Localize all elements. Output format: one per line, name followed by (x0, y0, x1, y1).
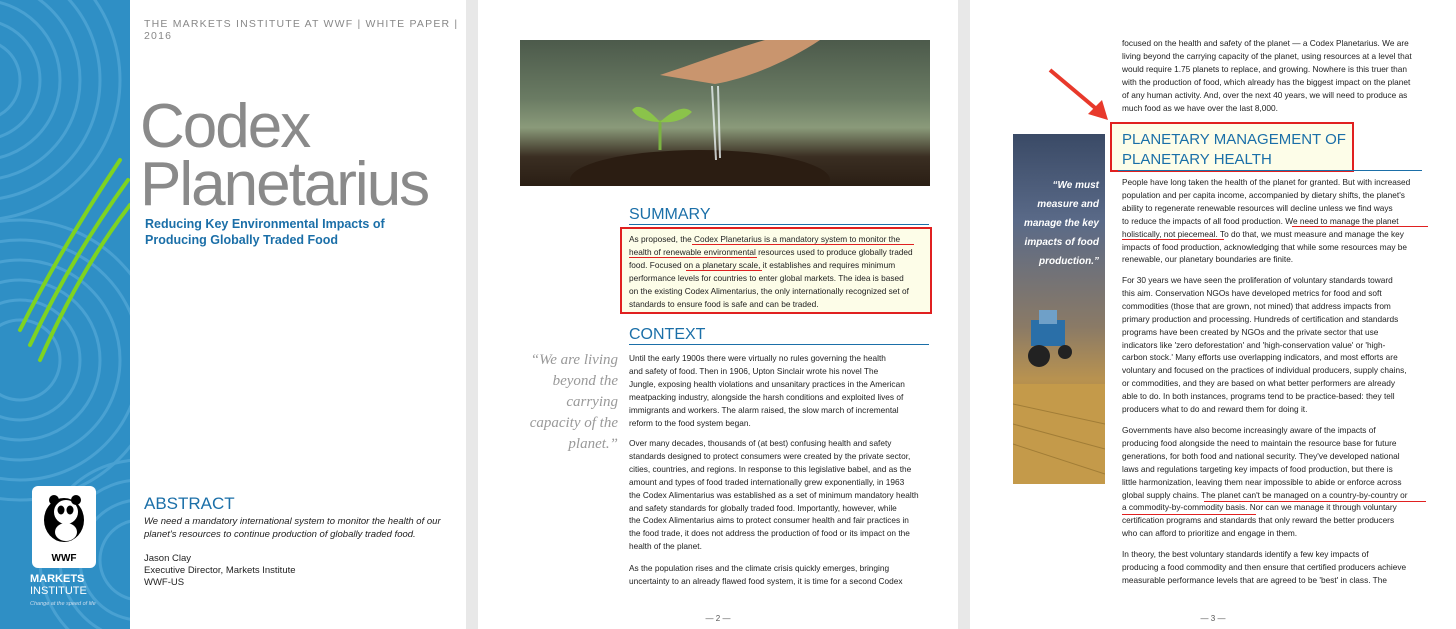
logo-wwf-text: WWF (51, 553, 77, 564)
heading-line-2: PLANETARY HEALTH (1122, 151, 1272, 168)
red-underline (686, 270, 762, 271)
context-paragraph-1 (629, 352, 934, 429)
text-line: able to do. In both instances, programs tend to be practice-based: they tell (1122, 391, 1395, 402)
abstract-text: We need a mandatory international system to monitor the health of our planet's resources to continue production of globally traded food. (144, 516, 441, 540)
text-line: cities, countries, and regions. In response to this legislative babel, and as the (629, 463, 912, 474)
text-line: producers what to do and reward them for doing it. (1122, 404, 1308, 415)
author-org: WWF-US (144, 577, 185, 588)
text-line: little harmonization, leaving them near impossible to abide or enforce across (1122, 476, 1402, 487)
title-line-1: Codex (140, 92, 310, 161)
text-line: would require 1.75 planets to replace, and growing. Nowhere is this truer than (1122, 63, 1408, 74)
text-line: of any human activity. And, over the next 40 years, we will need to produce as (1122, 89, 1408, 100)
text-line: programs have been created by NGOs and the private sector that use (1122, 326, 1379, 337)
cover-subtitle: Reducing Key Environmental Impacts of Producing Globally Traded Food (145, 217, 385, 247)
text-line: ability to regenerate renewable resources will decline unless we find ways (1122, 202, 1393, 213)
text-line: generations, for both food and national security. They've developed national (1122, 450, 1400, 461)
page-number: — 3 — (1200, 614, 1226, 623)
red-underline (1292, 226, 1428, 227)
title-line-2: Planetarius (140, 150, 429, 219)
cover-page (0, 0, 466, 629)
text-line: amount and types of food traded internationally grew exponentially, in 1963 (629, 476, 905, 487)
text-line: Until the early 1900s there were virtually no rules governing the health (629, 353, 886, 363)
page-number: — 2 — (705, 614, 731, 623)
summary-line: on the existing Codex Alimentarius, the only internationally recognized set of (629, 285, 909, 296)
summary-line: As proposed, the Codex Planetarius is a mandatory system to monitor the (629, 234, 901, 244)
pull-quote: “We are living beyond the carrying capacity of the planet.” (529, 352, 618, 452)
paragraph-3 (1122, 424, 1432, 540)
text-line: uncertainty to an already flawed food system, it is time for a second Codex (629, 575, 903, 586)
text-line: voluntary and focused on the practices of individual producers, supply chains, (1122, 365, 1407, 376)
red-underline (1122, 514, 1256, 515)
context-paragraph-3 (629, 562, 934, 588)
author-title: Executive Director, Markets Institute (144, 565, 296, 576)
text-line: producing food alongside the need to maintain the resource base for future (1122, 437, 1397, 448)
text-line: laws and regulations targeting key impacts of food production, but there is (1122, 463, 1393, 474)
page-2 (478, 0, 958, 629)
text-line: For 30 years we have seen the proliferation of voluntary standards toward (1122, 275, 1393, 285)
text-line: much food as we have over the last 8,000. (1122, 102, 1278, 113)
text-line: standards designed to protect consumers were created by the private sector, (629, 450, 911, 461)
text-line: Jungle, exposing health violations and unsanitary practices in the American (629, 378, 905, 389)
brand-institute: INSTITUTE (30, 585, 87, 597)
text-line: living beyond the carrying capacity of the planet, using resources at a level that (1122, 50, 1412, 61)
text-line: measurable performance levels that are agreed to be 'best' in class. The (1122, 574, 1387, 585)
text-line: impacts of food production, acknowledging that while some resources may be (1122, 241, 1408, 252)
text-line: holistically, not piecemeal. To do that, we must measure and manage the key (1122, 228, 1404, 239)
context-paragraph-2 (629, 437, 934, 553)
page-3 (970, 0, 1456, 629)
heading-line-1: PLANETARY MANAGEMENT OF (1122, 131, 1346, 148)
text-line: primary production and processing. Hundreds of certification and standards (1122, 313, 1399, 324)
red-underline (1122, 239, 1224, 240)
text-line: the food trade, it does not address the production of food or its impact on the (629, 528, 910, 539)
text-line: Governments have also become increasingly aware of the impacts of (1122, 425, 1376, 435)
side-quote: “We must measure and manage the key impacts of food production.” (1023, 180, 1099, 267)
brand-tagline: Change at the speed of life (30, 601, 96, 607)
summary-line: food. Focused on a planetary scale, it establishes and requires minimum (629, 259, 896, 270)
paragraph-2 (1122, 274, 1432, 416)
tractor-photo (1013, 134, 1105, 484)
author-name: Jason Clay (144, 553, 191, 564)
text-line: with the production of food, which already has the biggest impact on the planet (1122, 76, 1411, 87)
summary-line: health of renewable environmental resources used to produce globally traded (629, 246, 913, 257)
text-line: As the population rises and the climate crisis quickly emerges, bringing (629, 563, 890, 573)
text-line: indicators like 'zero deforestation' and 'high-conservation value' or 'high- (1122, 339, 1386, 350)
text-line: carbon stock.' Many efforts use overlapping indicators, and most efforts are (1122, 352, 1398, 363)
text-line: and safety of food. Then in 1906, Upton Sinclair wrote his novel The (629, 365, 879, 376)
text-line: In theory, the best voluntary standards identify a few key impacts of (1122, 549, 1369, 559)
text-line: or commodities, and they are based on what better performers are already (1122, 378, 1396, 389)
text-line: and safety standards for globally traded food. Importantly, however, while (629, 502, 897, 513)
cover-header: THE MARKETS INSTITUTE AT WWF | WHITE PAPER | 2016 (144, 18, 459, 42)
seedling-photo (520, 40, 930, 186)
wwf-logo (32, 486, 96, 568)
abstract-heading: ABSTRACT (144, 494, 235, 513)
cover-title (140, 92, 429, 219)
context-heading: CONTEXT (629, 326, 929, 345)
text-line: a commodity-by-commodity basis. Nor can we manage it through voluntary (1122, 502, 1397, 513)
text-line: to reduce the impacts of all food production. We need to manage the planet (1122, 215, 1399, 226)
author-block (144, 553, 296, 589)
text-line: certification programs and standards that only reward the better producers (1122, 515, 1395, 526)
red-underline (692, 244, 914, 245)
text-line: renewable, our planetary boundaries are finite. (1122, 254, 1294, 265)
paragraph-1 (1122, 176, 1432, 266)
panda-icon (32, 486, 96, 548)
red-arrow-icon (1044, 66, 1114, 122)
text-line: the Codex Alimentarius aims to protect consumer health and fair practices in (629, 515, 909, 526)
text-line: meatpacking industry, alongside the harsh conditions and exploited lives of (629, 391, 904, 402)
text-line: global supply chains. The planet can't be managed on a country-by-country or (1122, 489, 1408, 500)
text-line: the Codex Alimentarius was established as a set of minimum mandatory health (629, 489, 919, 500)
text-line: People have long taken the health of the planet for granted. But with increased (1122, 177, 1411, 187)
paragraph-4 (1122, 548, 1432, 587)
text-line: population and per capita income, accompanied by dietary shifts, the planet's (1122, 189, 1405, 200)
heading-rule (1118, 170, 1422, 171)
summary-heading: SUMMARY (629, 206, 929, 225)
text-line: who can afford to prioritize and engage in them. (1122, 528, 1298, 539)
text-line: health of the planet. (629, 541, 702, 552)
text-line: immigrants and workers. The alarm raised, the slow march of incremental (629, 404, 899, 415)
text-line: commodities (those that are grown, not mined) that address impacts from (1122, 300, 1391, 311)
summary-line: standards to ensure food is safe and can be traded. (629, 298, 819, 309)
section-heading (1122, 130, 1346, 170)
text-line: this aim. Conservation NGOs have developed metrics for food and soft (1122, 287, 1382, 298)
text-line: Over many decades, thousands of (at best) confusing health and safety (629, 438, 892, 448)
text-line: reform to the food system began. (629, 417, 751, 428)
text-line: producing a food commodity and then ensure that certified producers achieve (1122, 561, 1407, 572)
red-underline (1204, 501, 1426, 502)
summary-line: performance levels for countries to enter global markets. The idea is based (629, 272, 904, 283)
intro-paragraph (1122, 37, 1432, 114)
brand-markets: MARKETS (30, 573, 85, 585)
red-underline (629, 257, 757, 258)
text-line: focused on the health and safety of the planet — a Codex Planetarius. We are (1122, 38, 1409, 48)
